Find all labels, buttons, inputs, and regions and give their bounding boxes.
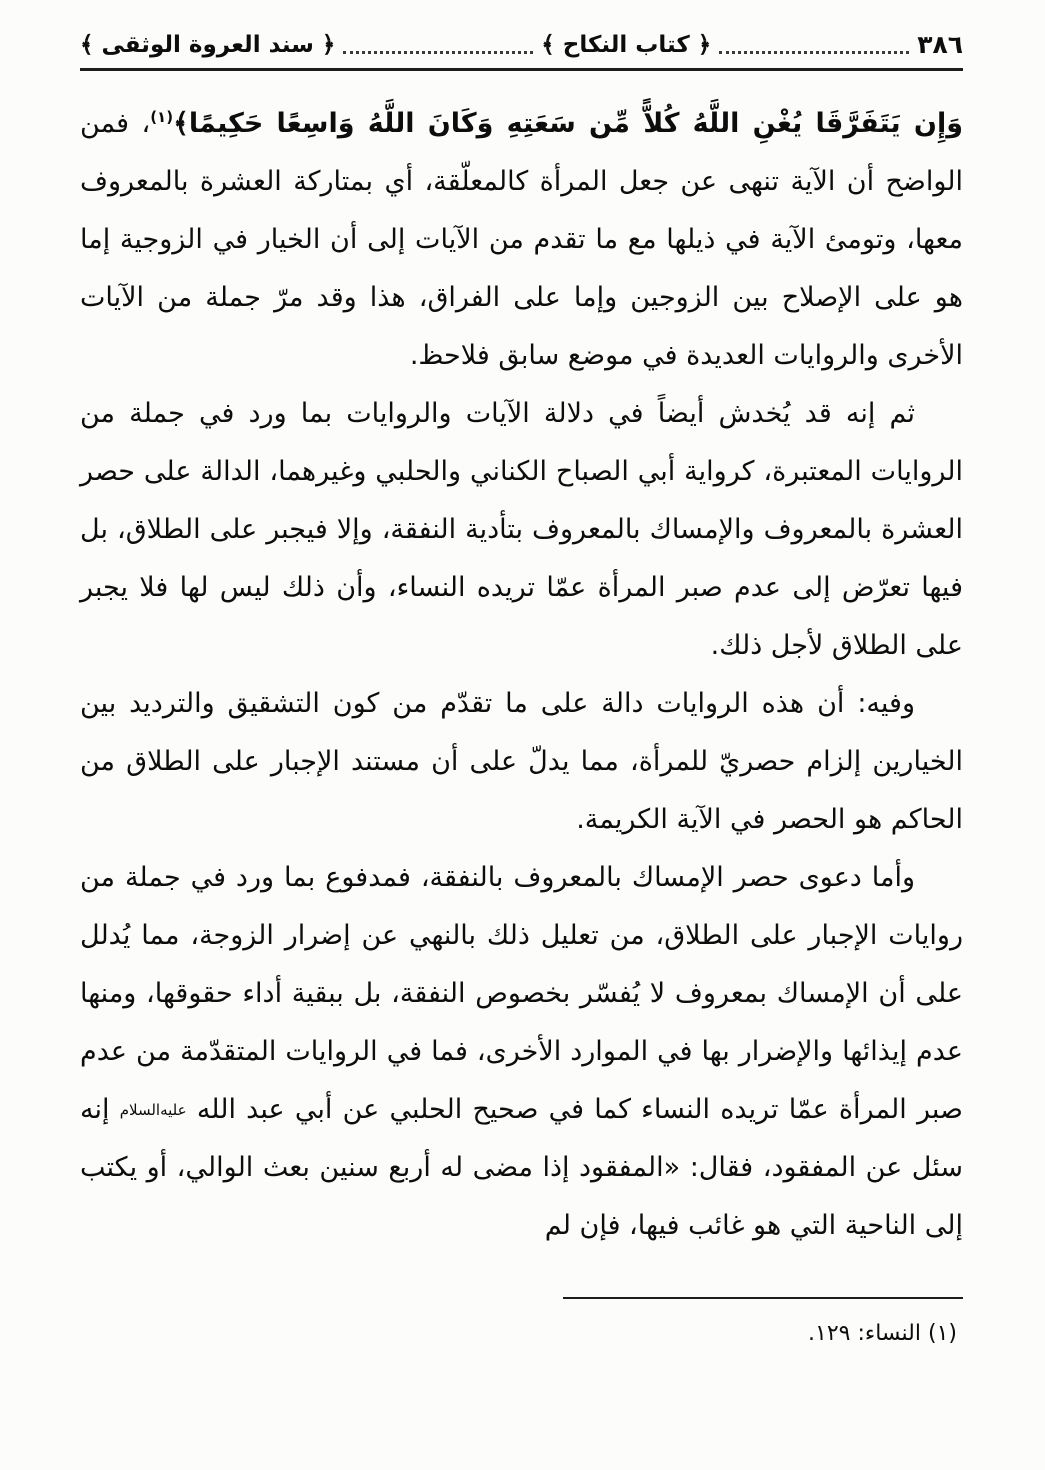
page-number: ٣٨٦ — [917, 30, 963, 59]
quran-verse: وَإِن يَتَفَرَّقَا يُغْنِ اللَّهُ كُلاًّ مِّن سَعَتِهِ وَكَانَ اللَّهُ وَاسِعًا حَكِيمًا﴾ — [173, 108, 963, 139]
page-footer — [80, 1297, 963, 1346]
paragraph — [80, 849, 963, 1255]
paragraph: ثم إنه قد يُخدش أيضاً في دلالة الآيات والروايات بما ورد في جملة من الروايات المعتبرة، كرواية أبي الصباح الكناني والحلبي وغيرهما، الدالة على حصر العشرة بالمعروف والإمساك بالمعروف بتأدية النفقة، وإلا فيجبر على الطلاق، بل فيها تعرّض إلى عدم صبر المرأة عمّا تريده النساء، وأن ذلك ليس لها فلا يجبر على الطلاق لأجل ذلك. — [80, 398, 963, 661]
paragraph-text: إنه سئل عن المفقود، فقال: «المفقود إذا مضى له أربع سنين بعث الوالي، أو يكتب إلى الناحية التي هو غائب فيها، فإن لم — [80, 1094, 963, 1241]
header-rule — [80, 68, 963, 71]
footnote-separator — [563, 1297, 963, 1299]
header-volume-title: ﴿ سند العروة الوثقى ﴾ — [80, 31, 336, 58]
footnote-text: (١) النساء: ١٢٩. — [808, 1321, 957, 1346]
paragraph — [80, 95, 963, 385]
paragraph-text: وأما دعوى حصر الإمساك بالمعروف بالنفقة، فمدفوع بما ورد في جملة من روايات الإجبار على الطلاق، من تعليل ذلك بالنهي عن إضرار الزوجة، مما يُدلل على أن الإمساك بمعروف لا يُفسّر بخصوص النفقة، بل ببقية أداء حقوقها، ومنها عدم إيذائها والإضرار بها في الموارد الأخرى، فما في الروايات المتقدّمة من عدم صبر المرأة عمّا تريده النساء كما في صحيح الحلبي عن أبي عبد الله — [80, 862, 963, 1125]
dotted-leader — [343, 36, 533, 54]
page-body — [80, 95, 963, 1255]
page-header — [80, 30, 963, 59]
header-book-title: ﴿ كتاب النكاح ﴾ — [541, 31, 712, 58]
honorific-alayhi-salam-icon: عليه‌السلام — [119, 1101, 187, 1119]
dotted-leader — [719, 36, 909, 54]
paragraph: وفيه: أن هذه الروايات دالة على ما تقدّم من كون التشقيق والترديد بين الخيارين إلزام حصريّ للمرأة، مما يدلّ على أن مستند الإجبار على الطلاق من الحاكم هو الحصر في الآية الكريمة. — [80, 688, 963, 835]
footnote-marker: (١) — [150, 108, 174, 126]
paragraph-text: ، فمن الواضح أن الآية تنهى عن جعل المرأة كالمعلّقة، أي بمتاركة العشرة بالمعروف معها، وتومئ الآية في ذيلها مع ما تقدم من الآيات إلى أن الخيار في الزوجية إما هو على الإصلاح بين الزوجين وإما على الفراق، هذا وقد مرّ جملة من الآيات الأخرى والروايات العديدة في موضع سابق فلاحظ. — [80, 108, 963, 371]
